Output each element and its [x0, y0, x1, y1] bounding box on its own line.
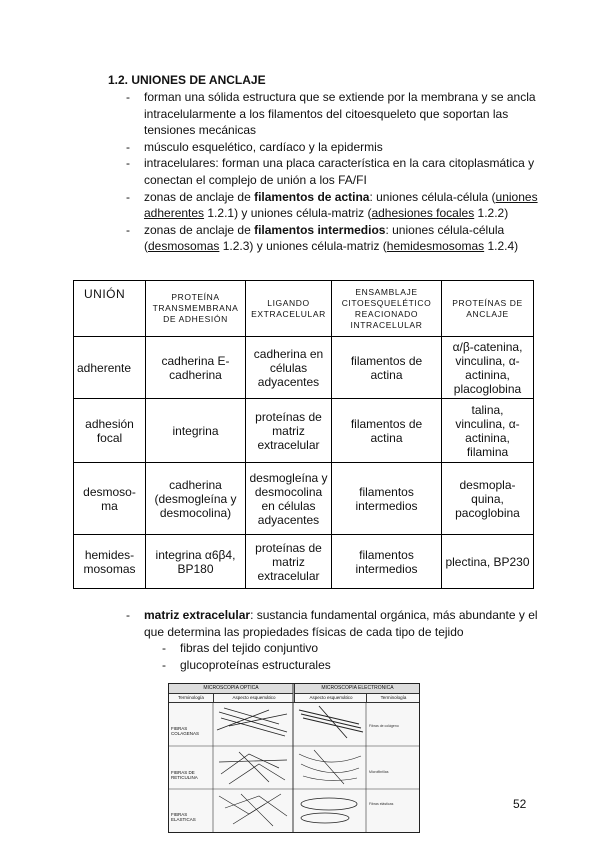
sub-item-glycoproteins: - glucoproteínas estructurales	[144, 657, 538, 674]
section-title: 1.2. UNIONES DE ANCLAJE	[108, 73, 266, 87]
elastic-em-sketch	[301, 798, 357, 823]
bullet-actin: - zonas de anclaje de filamentos de actina: uniones célula-célula (uniones adherentes 1.2.1) y uniones célula-matriz (adhesiones focales 1.2.2)	[108, 189, 538, 222]
figure-head-electron: MICROSCOPIA ELECTRONICA	[294, 684, 420, 694]
bullet-intermediate: - zonas de anclaje de filamentos intermedios: uniones célula-célula (desmosomas 1.2.3) y uniones célula-matriz (hemidesmosomas 1.2.4)	[108, 222, 538, 255]
reticulin-sketch	[219, 752, 287, 784]
table-cell: adherente	[74, 337, 146, 399]
table-row	[74, 337, 534, 399]
table-cell: talina, vinculina, α-actinina, filamina	[442, 399, 534, 463]
table-cell: filamentos de actina	[332, 399, 442, 463]
figure-note-collagen: Fibras de colágeno	[369, 724, 399, 728]
bullet-tissues: - músculo esquelético, cardíaco y la epidermis	[108, 139, 538, 156]
table-row	[74, 463, 534, 535]
table-cell: integrina α6β4, BP180	[146, 535, 246, 589]
header-anchor-proteins: PROTEÍNAS DE ANCLAJE	[442, 281, 534, 337]
collagen-em-sketch	[299, 706, 363, 738]
table-cell: plectina, BP230	[442, 535, 534, 589]
figure-row-reticulin: FIBRAS DE RETICULINA	[171, 770, 198, 780]
table-cell: filamentos de actina	[332, 337, 442, 399]
table-cell: proteínas de matriz extracelular	[246, 399, 332, 463]
matrix-term: matriz extracelular	[144, 608, 251, 622]
table-row	[74, 399, 534, 463]
figure-row-collagen: FIBRAS COLAGENAS	[171, 726, 200, 736]
anchoring-bullets	[108, 89, 538, 255]
link-uniones-adherentes[interactable]: uniones adherentes	[144, 189, 538, 221]
figure-row-elastic: FIBRAS ELASTICAS	[171, 812, 196, 822]
table-cell: desmogleína y desmocolina en células adyacentes	[246, 463, 332, 535]
bullet-matrix: - matriz extracelular: sustancia fundamental orgánica, más abundante y el que determina las propiedades físicas de cada tipo de tejido - fibras del tejido conjuntivo - glucoproteínas estructurales	[108, 607, 538, 673]
link-hemidesmosomas[interactable]: hemidesmosomas	[386, 239, 485, 254]
header-union: UNIÓN	[74, 281, 146, 337]
elastic-sketch	[219, 794, 287, 826]
table-cell: cadherina (desmogleína y desmocolina)	[146, 463, 246, 535]
figure-note-microfibrils: Microfibrillas	[369, 770, 389, 774]
table-cell: adhesión focal	[74, 399, 146, 463]
table-cell: hemides-mosomas	[74, 535, 146, 589]
figure-head-optical: MICROSCOPIA OPTICA	[169, 684, 293, 694]
figure-note-elastic: Fibras elásticas	[369, 802, 394, 806]
figure-col-schema-em: Aspecto esquemático	[294, 694, 367, 703]
header-transmembrane: PROTEÍNA TRANSMEMBRANA DE ADHESIÓN	[146, 281, 246, 337]
table-row	[74, 535, 534, 589]
reticulin-em-sketch	[299, 750, 361, 784]
table-header-row	[74, 281, 534, 337]
collagen-sketch	[217, 708, 287, 736]
page-number: 52	[513, 797, 527, 811]
table-cell: integrina	[146, 399, 246, 463]
table-cell: filamentos intermedios	[332, 535, 442, 589]
header-ligand: LIGANDO EXTRACELULAR	[246, 281, 332, 337]
table-cell: cadherina E-cadherina	[146, 337, 246, 399]
figure-col-term-em: Terminología	[366, 694, 420, 703]
figure-drawings	[169, 684, 419, 832]
anchoring-junctions-table	[73, 280, 534, 589]
bullet-structure: - forman una sólida estructura que se extiende por la membrana y se ancla intracelularmente a los filamentos del citoesqueleto que soportan las tensiones mecánicas	[108, 89, 538, 139]
figure-col-schema: Aspecto esquemático	[213, 694, 294, 703]
table-cell: desmopla-quina, pacoglobina	[442, 463, 534, 535]
matrix-bullets	[108, 607, 538, 673]
sub-item-fibers: - fibras del tejido conjuntivo	[144, 640, 538, 657]
table-cell: proteínas de matriz extracelular	[246, 535, 332, 589]
link-desmosomas[interactable]: desmosomas	[148, 239, 220, 254]
fibers-microscopy-figure	[168, 683, 420, 833]
table-cell: desmoso-ma	[74, 463, 146, 535]
figure-col-term: Terminología	[169, 694, 213, 703]
bullet-intracellular: - intracelulares: forman una placa característica en la cara citoplasmática y conectan el complejo de unión a los FA/FI	[108, 155, 538, 188]
table-cell: α/β-catenina, vinculina, α-actinina, placoglobina	[442, 337, 534, 399]
table-cell: cadherina en células adyacentes	[246, 337, 332, 399]
header-cytoskeleton: ENSAMBLAJE CITOESQUELÉTICO REACIONADO INTRACELULAR	[332, 281, 442, 337]
link-adhesiones-focales[interactable]: adhesiones focales	[371, 206, 475, 221]
table-cell: filamentos intermedios	[332, 463, 442, 535]
matrix-sublist	[144, 640, 538, 673]
